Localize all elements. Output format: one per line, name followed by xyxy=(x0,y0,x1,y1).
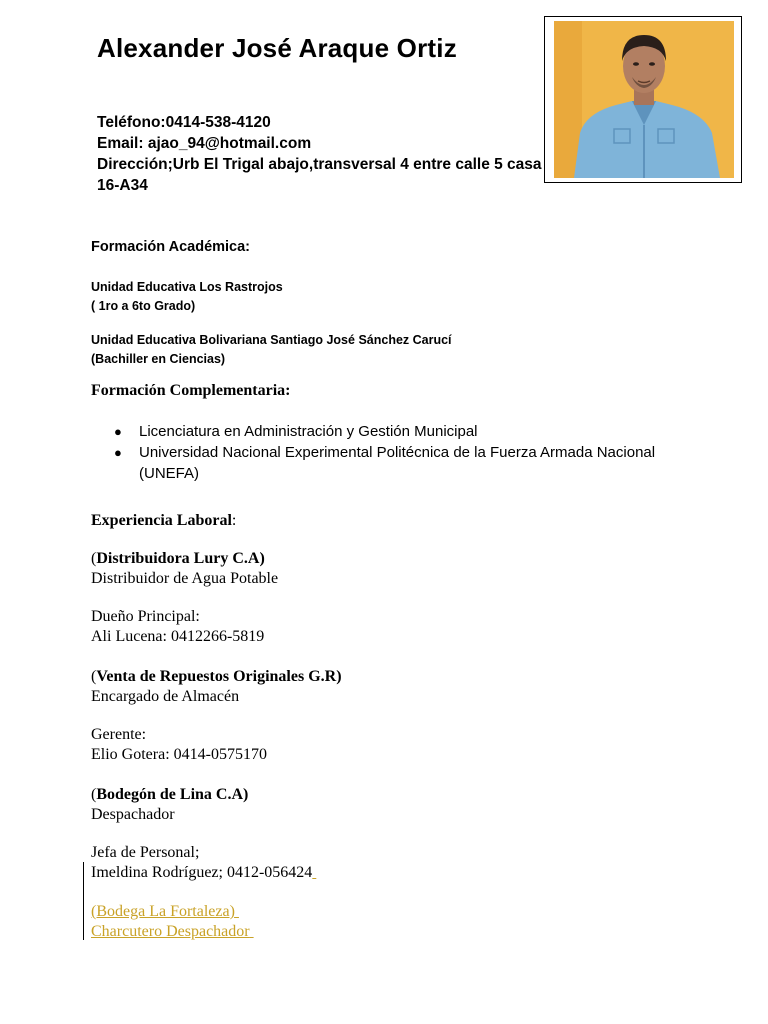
school-detail: ( 1ro a 6to Grado) xyxy=(91,299,196,313)
job-entry xyxy=(91,549,278,588)
job-paren: ( xyxy=(91,668,97,685)
school-entry xyxy=(91,278,283,316)
email-line: Email: ajao_94@hotmail.com xyxy=(97,135,312,152)
reference-label: Jefa de Personal; xyxy=(91,844,200,861)
job-role: Distribuidor de Agua Potable xyxy=(91,569,279,587)
job-role: Encargado de Almacén xyxy=(91,687,240,705)
list-item xyxy=(114,442,674,484)
education-heading: Formación Académica: xyxy=(91,239,251,255)
profile-photo-frame xyxy=(544,16,742,183)
complementary-heading: Formación Complementaria: xyxy=(91,382,291,399)
bullet-icon: ● xyxy=(114,424,122,439)
reference-contact: Ali Lucena: 0412266-5819 xyxy=(91,627,265,645)
experience-heading-text: Experiencia Laboral xyxy=(91,512,232,529)
experience-heading-colon: : xyxy=(231,512,237,529)
reference-contact: Elio Gotera: 0414-0575170 xyxy=(91,745,267,763)
school-name: Unidad Educativa Bolivariana Santiago José Sánchez Carucí xyxy=(91,333,452,347)
job-company: Distribuidora Lury C.A) xyxy=(96,550,265,567)
job-company: Venta de Repuestos Originales G.R) xyxy=(96,668,342,685)
job-role: Despachador xyxy=(91,805,175,823)
address-line: Dirección;Urb El Trigal abajo,transversal 4 entre calle 5 casa xyxy=(97,156,542,173)
complementary-list xyxy=(114,421,674,484)
list-item xyxy=(114,421,674,442)
reference-label: Dueño Principal: xyxy=(91,608,200,625)
job-entry xyxy=(91,785,248,824)
job-entry-linked xyxy=(91,902,254,941)
list-item-text: Universidad Nacional Experimental Politécnica de la Fuerza Armada Nacional (UNEFA) xyxy=(139,444,656,482)
job-reference xyxy=(91,725,267,764)
address-line-cont: 16-A34 xyxy=(97,177,148,190)
revision-bar xyxy=(83,862,84,940)
phone-line: Teléfono:0414-538-4120 xyxy=(97,114,271,131)
school-detail: (Bachiller en Ciencias) xyxy=(91,352,226,366)
candidate-name: Alexander José Araque Ortiz xyxy=(97,33,457,63)
school-name: Unidad Educativa Los Rastrojos xyxy=(91,280,283,294)
list-item-text: Licenciatura en Administración y Gestión Municipal xyxy=(139,423,478,440)
job-paren: ( xyxy=(91,550,97,567)
reference-label: Gerente: xyxy=(91,726,147,743)
job-entry xyxy=(91,667,342,706)
job-paren: ( xyxy=(91,786,97,803)
contact-info xyxy=(97,112,557,190)
job-company: Bodegón de Lina C.A) xyxy=(96,786,249,803)
bullet-icon: ● xyxy=(114,445,122,460)
job-reference xyxy=(91,843,316,882)
job-company-link[interactable]: (Bodega La Fortaleza) xyxy=(91,903,235,920)
job-role-link[interactable]: Charcutero Despachador xyxy=(91,922,250,940)
school-entry xyxy=(91,331,452,369)
reference-contact: Imeldina Rodríguez; 0412-056424 xyxy=(91,863,313,881)
job-reference xyxy=(91,607,264,646)
experience-heading xyxy=(91,512,236,530)
profile-photo xyxy=(554,21,734,178)
